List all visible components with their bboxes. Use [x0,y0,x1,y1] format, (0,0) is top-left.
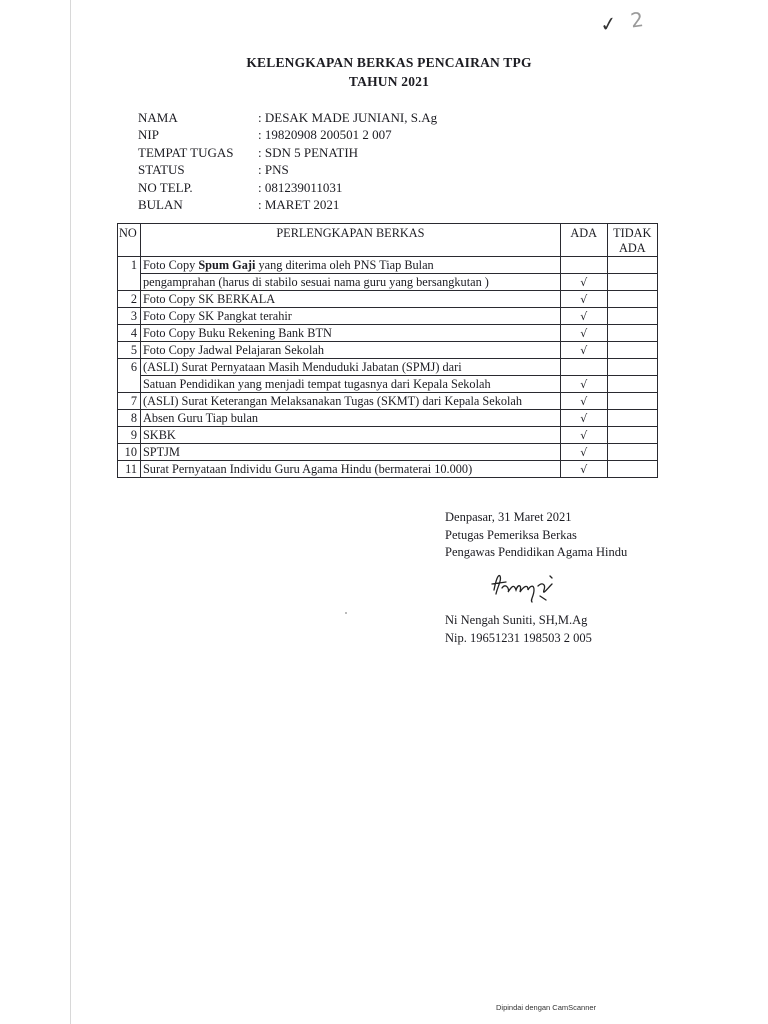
checklist-table [117,223,658,478]
info-row-nip [138,126,437,143]
row-no: 1 [118,257,141,274]
row-item: Surat Pernyataan Individu Guru Agama Hindu (bermaterai 10.000) [140,461,560,478]
signee-block [445,612,592,647]
row-tidak [607,393,657,410]
row-item: Foto Copy Buku Rekening Bank BTN [140,325,560,342]
handwritten-mark [599,7,645,37]
info-row-tempat-tugas [138,144,437,161]
row-item-post: yang diterima oleh PNS Tiap Bulan [255,257,434,272]
row-ada [560,359,607,376]
row-tidak [607,274,657,291]
row-tidak [607,427,657,444]
row-no: 8 [118,410,141,427]
info-value: : 19820908 200501 2 007 [258,127,392,143]
row-item: Absen Guru Tiap bulan [140,410,560,427]
row-item-bold: Spum Gaji [198,257,256,272]
row-ada: √ [560,274,607,291]
table-header-row [118,224,658,257]
row-item: SKBK [140,427,560,444]
info-row-nama [138,109,437,126]
table-row [118,342,658,359]
row-tidak [607,257,657,274]
table-row [118,410,658,427]
row-no: 7 [118,393,141,410]
signee-nip: Nip. 19651231 198503 2 005 [445,630,592,645]
table-row [118,376,658,393]
row-item: Foto Copy SK Pangkat terahir [140,308,560,325]
row-tidak [607,308,657,325]
row-ada: √ [560,444,607,461]
header-item: PERLENGKAPAN BERKAS [140,224,560,257]
scan-speck [345,612,347,614]
row-ada: √ [560,342,607,359]
row-item [140,257,560,274]
header-tidak-line1: TIDAK [613,226,652,240]
row-tidak [607,461,657,478]
row-ada: √ [560,461,607,478]
row-no: 4 [118,325,141,342]
row-no: 6 [118,359,141,376]
handwritten-number: 2 [629,7,645,33]
info-row-no-telp [138,179,437,196]
row-item: Foto Copy Jadwal Pelajaran Sekolah [140,342,560,359]
row-tidak [607,376,657,393]
row-ada: √ [560,291,607,308]
table-row [118,274,658,291]
signee-name: Ni Nengah Suniti, SH,M.Ag [445,613,588,627]
info-label: BULAN [138,197,183,213]
row-no: 2 [118,291,141,308]
info-label: NAMA [138,110,178,125]
info-value: : PNS [258,162,289,178]
handwritten-signature [488,566,568,611]
row-ada: √ [560,376,607,393]
row-no [118,274,141,291]
table-row [118,427,658,444]
row-ada [560,257,607,274]
row-tidak [607,444,657,461]
signature-drawing [488,566,568,606]
info-row-status [138,161,437,178]
row-no: 5 [118,342,141,359]
signature-block [445,509,627,562]
row-tidak [607,291,657,308]
row-ada: √ [560,325,607,342]
row-item: (ASLI) Surat Keterangan Melaksanakan Tugas (SKMT) dari Kepala Sekolah [140,393,560,410]
info-value: : MARET 2021 [258,197,340,213]
row-tidak [607,410,657,427]
scanner-watermark: Dipindai dengan CamScanner [496,1003,597,1012]
row-no: 9 [118,427,141,444]
info-label: NIP [138,127,159,143]
row-item: Satuan Pendidikan yang menjadi tempat tugasnya dari Kepala Sekolah [140,376,560,393]
row-no: 3 [118,308,141,325]
row-item: pengamprahan (harus di stabilo sesuai nama guru yang bersangkutan ) [140,274,560,291]
info-value: : SDN 5 PENATIH [258,144,359,160]
header-tidak-line2: ADA [618,241,646,255]
row-tidak [607,325,657,342]
row-no: 11 [118,461,141,478]
info-label: TEMPAT TUGAS [138,144,234,160]
table-row [118,308,658,325]
row-no: 10 [118,444,141,461]
document-title: KELENGKAPAN BERKAS PENCAIRAN TPG [246,55,532,70]
row-tidak [607,359,657,376]
header-ada: ADA [560,224,607,257]
table-row [118,325,658,342]
table-row [118,461,658,478]
info-label: NO TELP. [138,179,193,195]
row-ada: √ [560,393,607,410]
table-row [118,393,658,410]
table-row [118,291,658,308]
place-date: Denpasar, 31 Maret 2021 [445,510,572,524]
personal-info [138,109,437,213]
header-tidak-ada [607,224,657,257]
table-row [118,257,658,274]
row-ada: √ [560,308,607,325]
table-row [118,444,658,461]
info-value: : DESAK MADE JUNIANI, S.Ag [258,110,438,125]
row-item: Foto Copy SK BERKALA [140,291,560,308]
page-edge [70,0,71,1024]
row-item-pre: Foto Copy [142,257,199,272]
row-no [118,376,141,393]
header-no: NO [118,224,141,257]
row-tidak [607,342,657,359]
row-item: (ASLI) Surat Pernyataan Masih Menduduki Jabatan (SPMJ) dari [140,359,560,376]
row-ada: √ [560,427,607,444]
row-ada: √ [560,410,607,427]
signer-position: Pengawas Pendidikan Agama Hindu [445,545,628,559]
row-item: SPTJM [140,444,560,461]
signer-role: Petugas Pemeriksa Berkas [445,527,577,542]
info-row-bulan [138,196,437,213]
document-subtitle: TAHUN 2021 [348,74,430,89]
handwritten-check: ✓ [598,10,619,37]
info-label: STATUS [138,162,185,178]
table-row [118,359,658,376]
info-value: : 081239011031 [258,179,343,195]
